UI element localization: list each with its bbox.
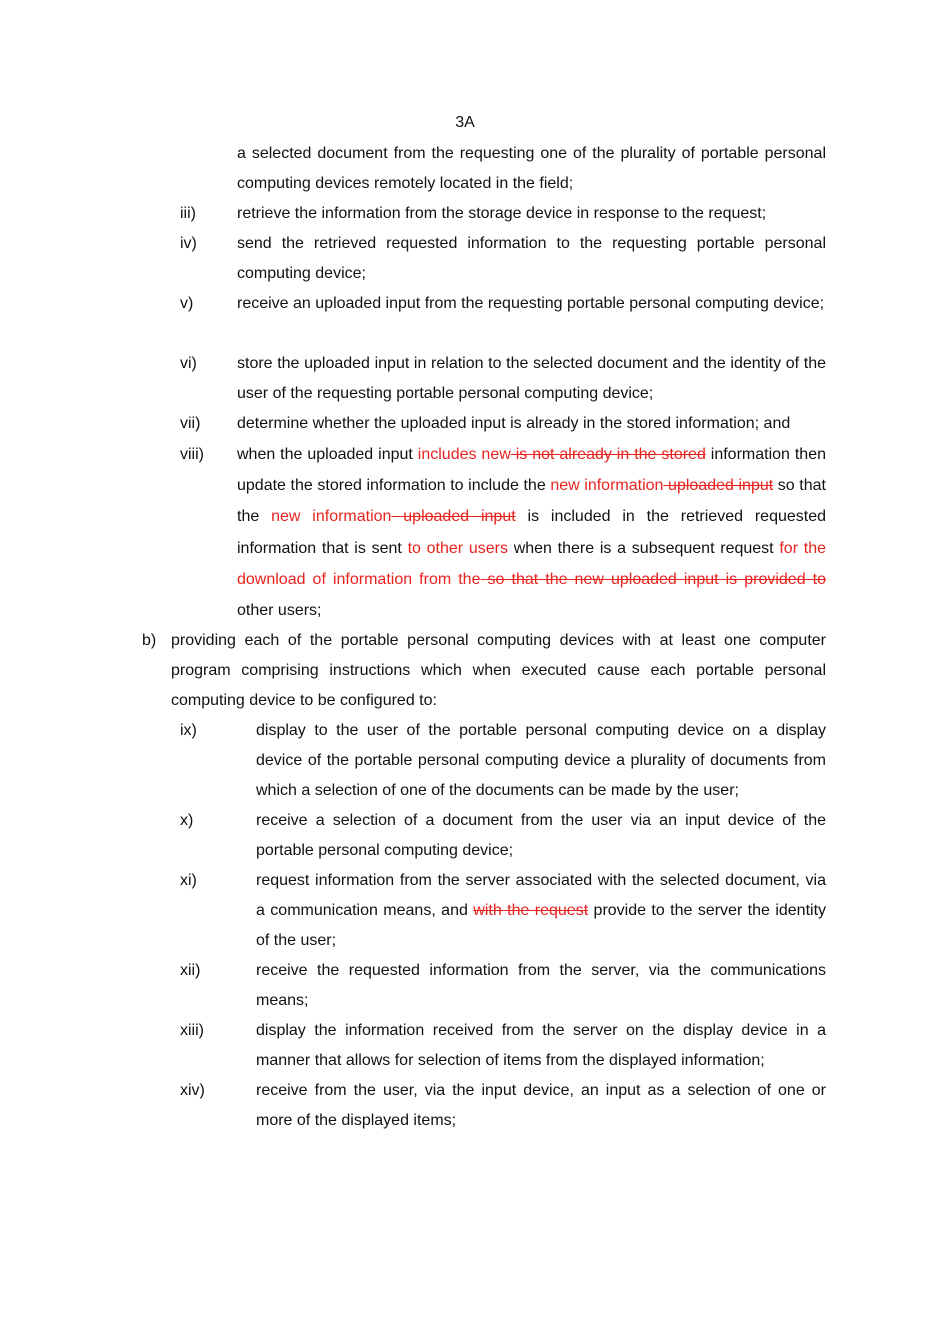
claim-item-text bbox=[237, 229, 826, 289]
item-numeral: iii) bbox=[180, 205, 196, 222]
text-segment: receive an uploaded input from the requesting portable personal computing device; bbox=[237, 295, 825, 312]
item-numeral: viii) bbox=[180, 446, 204, 463]
text-segment: a selected document from the requesting one of the plurality of portable personal computing devices remotely located in the field; bbox=[237, 145, 826, 192]
item-numeral: vii) bbox=[180, 415, 201, 432]
claim-item-text bbox=[256, 716, 826, 806]
text-segment: receive the requested information from the server, via the communications means; bbox=[256, 962, 826, 1009]
text-segment: display the information received from the server on the display device in a manner that allows for selection of items from the displayed information; bbox=[256, 1022, 826, 1069]
claim-item-text bbox=[237, 439, 826, 626]
item-numeral: iv) bbox=[180, 235, 197, 252]
item-numeral: xiii) bbox=[180, 1022, 204, 1039]
text-segment: when the uploaded input bbox=[237, 446, 418, 463]
deleted-text: is not already in the stored bbox=[510, 446, 706, 463]
text-segment: send the retrieved requested information to the requesting portable personal computing device; bbox=[237, 235, 826, 282]
item-numeral: xii) bbox=[180, 962, 201, 979]
item-numeral: xi) bbox=[180, 872, 197, 889]
item-numeral: b) bbox=[142, 632, 157, 649]
inserted-text: new information bbox=[271, 508, 392, 526]
inserted-text: new information bbox=[550, 477, 664, 495]
claim-item-text bbox=[256, 806, 826, 866]
text-segment: is included in the retrieved requested information that is sent bbox=[237, 508, 826, 557]
text-segment: store the uploaded input in relation to the selected document and the identity of the user of the requesting portable personal computing device; bbox=[237, 355, 826, 402]
text-segment: when there is a subsequent request bbox=[507, 539, 780, 557]
text-segment: information then update the stored information to include the bbox=[237, 446, 827, 495]
inserted-text: to other users bbox=[407, 539, 508, 557]
item-numeral: v) bbox=[180, 295, 194, 312]
claim-item-text bbox=[171, 626, 826, 716]
text-segment: receive a selection of a document from the user via an input device of the portable personal computing device; bbox=[256, 812, 826, 859]
claim-item-text bbox=[237, 199, 826, 229]
text-segment: other users; bbox=[237, 602, 322, 620]
inserted-text: for the download of information from the bbox=[237, 539, 827, 588]
deleted-text: with the request bbox=[473, 902, 589, 919]
text-segment: so that the bbox=[237, 477, 826, 526]
deleted-text: uploaded input bbox=[391, 508, 516, 526]
text-segment: determine whether the uploaded input is already in the stored information; and bbox=[237, 415, 791, 432]
text-segment: receive from the user, via the input device, an input as a selection of one or more of the displayed items; bbox=[256, 1082, 826, 1129]
text-segment: providing each of the portable personal computing devices with at least one computer program comprising instructions which when executed cause each portable personal computing device to be configured to: bbox=[171, 632, 826, 709]
item-numeral: xiv) bbox=[180, 1082, 205, 1099]
item-numeral: vi) bbox=[180, 355, 197, 372]
deleted-text: so that the new uploaded input is provided to bbox=[480, 570, 827, 588]
claim-item-text bbox=[256, 956, 826, 1016]
deleted-text: uploaded input bbox=[663, 477, 774, 495]
claim-item-text bbox=[237, 139, 826, 199]
page-number: 3A bbox=[455, 114, 475, 131]
claim-item-text bbox=[256, 1076, 826, 1136]
inserted-text: includes new bbox=[417, 446, 511, 463]
text-segment: request information from the server associated with the selected document, via a communication means, and bbox=[256, 872, 826, 919]
item-numeral: x) bbox=[180, 812, 194, 829]
claim-item-text bbox=[237, 409, 826, 439]
text-segment: display to the user of the portable personal computing device on a display device of the portable personal computing device a plurality of documents from which a selection of one of the documents can be made by the user; bbox=[256, 722, 826, 799]
claim-item-text bbox=[256, 1016, 826, 1076]
claim-item-text bbox=[256, 866, 826, 956]
text-segment: provide to the server the identity of the user; bbox=[256, 902, 827, 949]
item-numeral: ix) bbox=[180, 722, 197, 739]
claim-item-text bbox=[237, 289, 826, 319]
text-segment: retrieve the information from the storage device in response to the request; bbox=[237, 205, 767, 222]
claim-item-text bbox=[237, 349, 826, 409]
